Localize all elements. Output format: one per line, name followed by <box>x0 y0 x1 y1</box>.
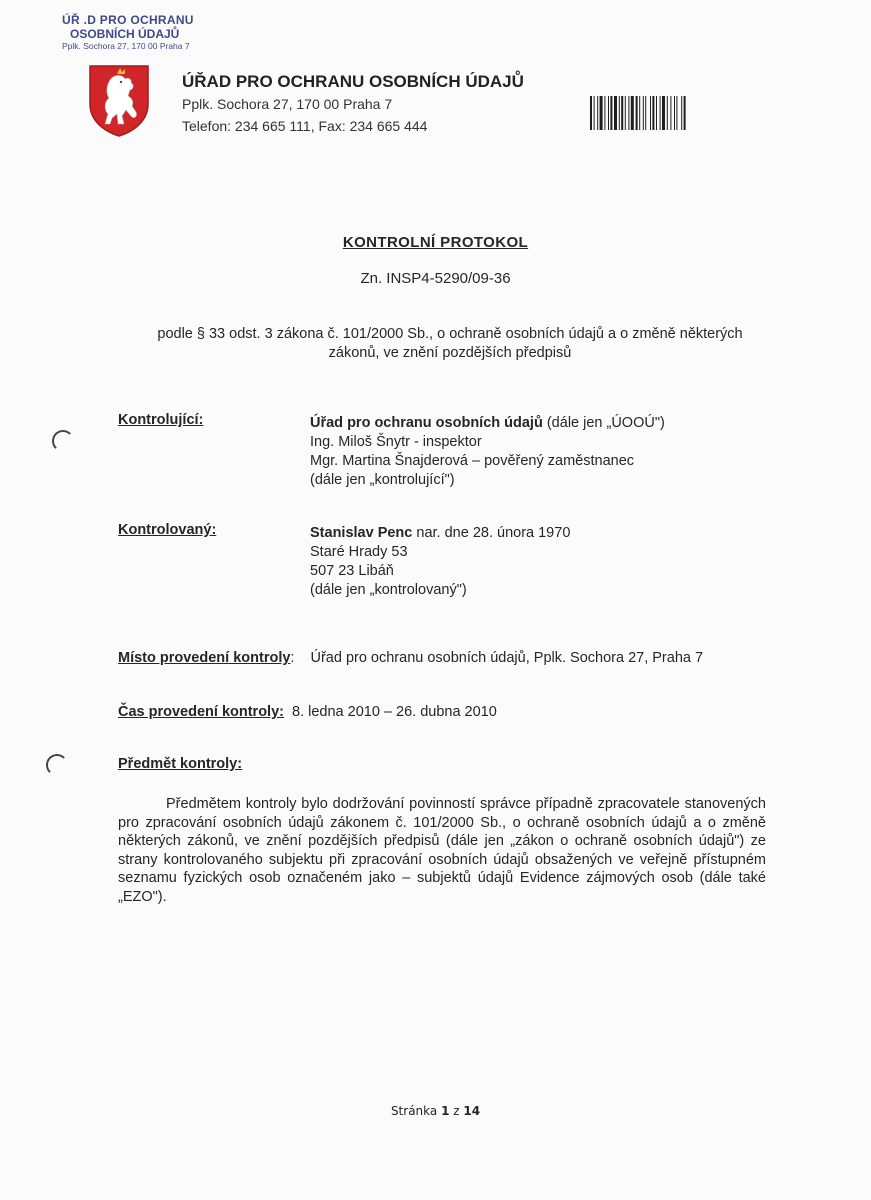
barcode-bar <box>594 96 595 130</box>
punch-hole-mark <box>52 430 74 452</box>
organization-phone: Telefon: 234 665 111, Fax: 234 665 444 <box>182 118 428 134</box>
page-current: 1 <box>441 1104 450 1118</box>
punch-hole-mark <box>46 754 68 776</box>
barcode-bar <box>628 96 629 130</box>
legal-basis <box>110 325 790 363</box>
barcode-bar <box>631 96 634 130</box>
organization-name: ÚŘAD PRO OCHRANU OSOBNÍCH ÚDAJŮ <box>182 72 524 91</box>
inspector-org <box>310 414 665 433</box>
inspector-org-alias: (dále jen „ÚOOÚ") <box>542 415 665 431</box>
stamp-line-2: OSOBNÍCH ÚDAJŮ <box>70 26 180 41</box>
inspected-label: Kontrolovaný: <box>118 522 217 538</box>
page-number-separator: z <box>449 1104 464 1118</box>
legal-basis-line-1: podle § 33 odst. 3 zákona č. 101/2000 Sb., o ochraně osobních údajů a o změně některých <box>157 326 743 342</box>
barcode-bar <box>636 96 638 130</box>
inspected-street: Staré Hrady 53 <box>310 544 408 560</box>
barcode-bar <box>643 96 644 130</box>
page-total: 14 <box>463 1104 481 1118</box>
barcode-bar <box>600 96 603 130</box>
inspected-birth: nar. dne 28. února 1970 <box>412 525 571 541</box>
barcode-bar <box>614 96 617 130</box>
czech-lion-emblem-icon <box>88 64 150 138</box>
barcode-bar <box>590 96 592 130</box>
inspected-block <box>310 524 570 600</box>
inspection-place-colon: : <box>290 650 295 666</box>
inspection-place-value: Úřad pro ochranu osobních údajů, Pplk. Sochora 27, Praha 7 <box>310 650 704 666</box>
inspector-person-2: Mgr. Martina Šnajderová – pověřený zaměstnanec <box>310 453 635 469</box>
inspection-time-value: 8. ledna 2010 – 26. dubna 2010 <box>292 704 497 720</box>
barcode-bar <box>681 96 682 130</box>
barcode-bar <box>676 96 677 130</box>
barcode-bar <box>650 96 651 130</box>
inspector-label: Kontrolující: <box>118 412 204 428</box>
barcode-bar <box>597 96 598 130</box>
inspector-person-1: Ing. Miloš Šnytr - inspektor <box>310 434 482 450</box>
legal-basis-line-2: zákonů, ve znění pozdějších předpisů <box>328 345 572 361</box>
barcode-bar <box>652 96 654 130</box>
barcode-bar <box>674 96 675 130</box>
barcode-bar <box>684 96 686 130</box>
subject-label: Předmět kontroly: <box>118 756 243 772</box>
inspector-org-name: Úřad pro ochranu osobních údajů <box>310 415 543 431</box>
stamp-line-1: ÚŘ .D PRO OCHRANU <box>62 13 194 27</box>
barcode-bar <box>667 96 668 130</box>
stamp-line-3: Pplk. Sochora 27, 170 00 Praha 7 <box>62 40 190 51</box>
barcode-bar <box>608 96 609 130</box>
barcode-bar <box>645 96 646 130</box>
inspector-alias: (dále jen „kontrolující") <box>310 472 455 488</box>
inspection-time <box>118 704 497 720</box>
barcode-bar <box>660 96 661 130</box>
inspection-place <box>118 650 703 666</box>
inspected-alias: (dále jen „kontrolovaný") <box>310 582 467 598</box>
barcode-bar <box>604 96 605 130</box>
barcode-bar <box>625 96 626 130</box>
inspection-place-label: Místo provedení kontroly <box>118 650 291 666</box>
barcode-bar <box>662 96 665 130</box>
barcode-bar <box>670 96 671 130</box>
inspected-name: Stanislav Penc <box>310 525 413 541</box>
inspector-block <box>310 414 665 490</box>
registry-stamp <box>62 14 194 51</box>
barcode-bar <box>610 96 612 130</box>
barcode-icon <box>590 96 726 136</box>
page-number <box>0 1104 871 1118</box>
document-title: KONTROLNÍ PROTOKOL <box>342 234 529 251</box>
subject-paragraph: Předmětem kontroly bylo dodržování povinností správce případně zpracovatele stanovených pro zpracování osobních údajů zákonem č. 101/2000 Sb., o ochraně osobních údajů a o změně některých zákonů, ve znění pozdějších předpisů (dále jen „zákon o ochraně osobních údajů") ze strany kontrolovaného subjektu při zpracování osobních údajů obsažených ve veřejně přístupném seznamu fyzických osob označeném jako – subjektů údajů Evidence zájmových osob (dále také „EZO"). <box>118 796 766 905</box>
organization-address: Pplk. Sochora 27, 170 00 Praha 7 <box>182 96 393 112</box>
barcode-bar <box>656 96 657 130</box>
inspection-time-label: Čas provedení kontroly: <box>118 704 284 720</box>
inspected-person <box>310 524 570 543</box>
page-number-prefix: Stránka <box>390 1104 442 1118</box>
document-reference: Zn. INSP4-5290/09-36 <box>360 270 511 287</box>
barcode-bar <box>621 96 623 130</box>
subject-heading <box>118 756 242 772</box>
inspected-city: 507 23 Libáň <box>310 563 394 579</box>
barcode-bar <box>619 96 620 130</box>
barcode-bar <box>639 96 640 130</box>
